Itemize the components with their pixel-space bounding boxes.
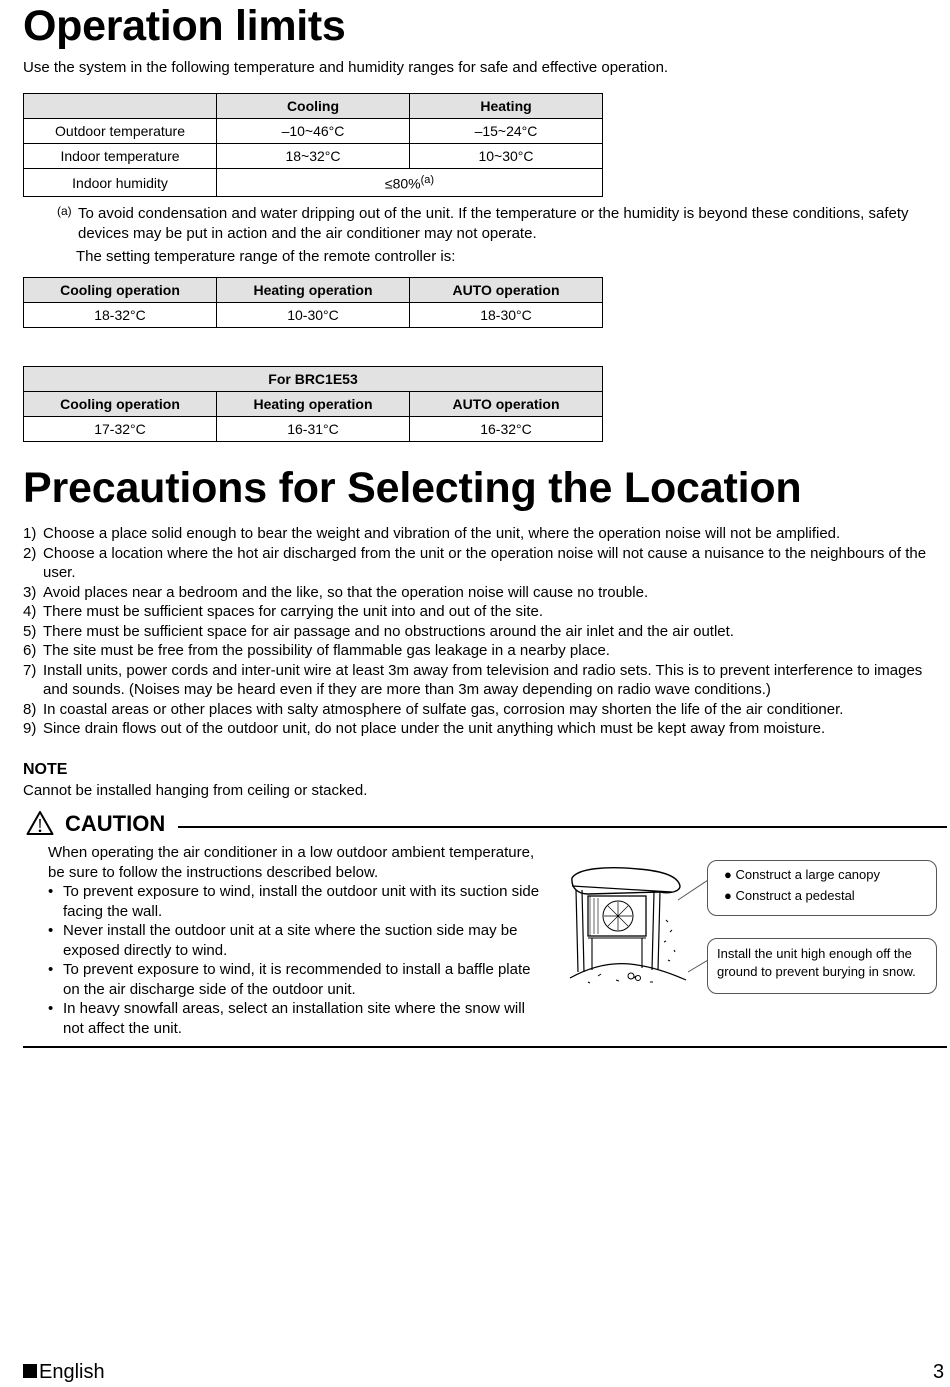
operation-limits-table [23, 93, 603, 197]
list-item [23, 641, 948, 661]
list-item [23, 602, 948, 622]
callout-install-high [707, 938, 937, 994]
header-cooling-operation: Cooling operation [24, 392, 217, 417]
footnote [57, 204, 947, 244]
note-heading: NOTE [23, 761, 68, 778]
callout-canopy-pedestal [707, 860, 937, 916]
caution-list [48, 882, 548, 1038]
cell-auto: 16-32°C [410, 417, 603, 442]
list-item-text: Choose a location where the hot air discharged from the unit or the operation noise will not cause a nuisance to the neighbours of the user. [43, 544, 927, 581]
table-row [24, 119, 603, 144]
header-cooling: Cooling [217, 94, 410, 119]
footer-language [23, 1361, 105, 1384]
cell-heating: –15~24°C [410, 119, 603, 144]
precautions-list [23, 524, 948, 739]
header-heating-operation: Heating operation [217, 392, 410, 417]
header-auto-operation: AUTO operation [410, 278, 603, 303]
list-item-number: 5) [23, 622, 37, 640]
caution-bullet-text: Never install the outdoor unit at a site where the suction side may be exposed directly to wind. [63, 922, 518, 959]
bullet-icon: • [48, 883, 54, 900]
snow-canopy-illustration [568, 860, 708, 990]
table-row [24, 144, 603, 169]
header-heating: Heating [410, 94, 603, 119]
table-row [24, 303, 603, 328]
list-item-number: 6) [23, 642, 37, 659]
intro-text: Use the system in the following temperature and humidity ranges for safe and effective operation. [23, 59, 669, 76]
caution-bullet [48, 882, 548, 921]
remote-range-table [23, 277, 603, 328]
bullet-icon: • [48, 1000, 54, 1017]
list-item-number: 4) [23, 603, 37, 620]
header-heating-operation: Heating operation [217, 278, 410, 303]
bullet-icon: • [48, 961, 54, 978]
humidity-note-mark: (a) [420, 173, 435, 186]
caution-bullet [48, 921, 548, 960]
table-row [24, 417, 603, 442]
cell-auto: 18-30°C [410, 303, 603, 328]
footnote-text: To avoid condensation and water dripping out of the unit. If the temperature or the humidity is beyond these conditions, safety devices may be put in action and the air conditioner may not operate. [78, 205, 909, 242]
row-label: Outdoor temperature [24, 119, 217, 144]
list-item-text: Choose a place solid enough to bear the weight and vibration of the unit, where the operation noise will not be amplified. [43, 525, 841, 542]
cell-cooling: 17-32°C [24, 417, 217, 442]
cell-heating: 16-31°C [217, 417, 410, 442]
list-item-number: 9) [23, 720, 37, 737]
setting-range-text: The setting temperature range of the remote controller is: [76, 248, 456, 265]
callout-line: ground to prevent burying in snow. [717, 964, 916, 979]
list-item [23, 700, 948, 720]
list-item-text: In coastal areas or other places with salty atmosphere of sulfate gas, corrosion may shorten the life of the air conditioner. [43, 700, 844, 718]
cell-cooling: 18-32°C [24, 303, 217, 328]
caution-bullet [48, 960, 548, 999]
table-title-row [24, 367, 603, 392]
table-row-humidity [24, 169, 603, 197]
cell-cooling: 18~32°C [217, 144, 410, 169]
callout-line: Install the unit high enough off the [717, 946, 912, 961]
callout-item: ● Construct a pedestal [724, 888, 855, 903]
note-text: Cannot be installed hanging from ceiling or stacked. [23, 782, 368, 799]
caution-heading: CAUTION [65, 811, 166, 836]
list-item-number: 2) [23, 544, 37, 562]
caution-bullet-text: In heavy snowfall areas, select an installation site where the snow will not affect the unit. [63, 1000, 525, 1037]
section-title-precautions: Precautions for Selecting the Location [23, 464, 802, 512]
list-item [23, 583, 948, 603]
row-label: Indoor temperature [24, 144, 217, 169]
caution-intro: When operating the air conditioner in a low outdoor ambient temperature, be sure to follow the instructions described below. [48, 844, 535, 881]
list-item [23, 524, 948, 544]
list-item-number: 7) [23, 661, 37, 679]
bullet-icon: • [48, 922, 54, 939]
footnote-mark: (a) [57, 204, 72, 218]
caution-bullet-text: To prevent exposure to wind, install the outdoor unit with its suction side facing the wall. [63, 883, 540, 920]
list-item-text: Since drain flows out of the outdoor unit, do not place under the unit anything which must be kept away from moisture. [43, 720, 826, 737]
cell-heating: 10~30°C [410, 144, 603, 169]
list-item-number: 3) [23, 583, 37, 601]
brc-table-title: For BRC1E53 [24, 367, 603, 392]
list-item-text: Install units, power cords and inter-unit wire at least 3m away from television and radio sets. This is to prevent interference to images and sounds. (Noises may be heard even if they are more than 3m away depending on radio wave conditions.) [43, 661, 923, 698]
list-item-text: There must be sufficient space for air passage and no obstructions around the air inlet and the air outlet. [43, 622, 734, 640]
header-auto-operation: AUTO operation [410, 392, 603, 417]
header-cooling-operation: Cooling operation [24, 278, 217, 303]
caution-rule [178, 826, 947, 828]
cell-cooling: –10~46°C [217, 119, 410, 144]
caution-bottom-rule [23, 1046, 947, 1048]
list-item [23, 719, 948, 739]
list-item-text: There must be sufficient spaces for carrying the unit into and out of the site. [43, 603, 543, 620]
list-item-text: The site must be free from the possibility of flammable gas leakage in a nearby place. [43, 642, 610, 659]
list-item [23, 544, 948, 583]
caution-bullet-text: To prevent exposure to wind, it is recommended to install a baffle plate on the air discharge side of the outdoor unit. [63, 961, 531, 998]
brc-range-table [23, 366, 603, 442]
table-header-row [24, 94, 603, 119]
warning-triangle-icon [26, 810, 54, 836]
square-bullet-icon [23, 1364, 37, 1378]
cell-humidity [217, 169, 603, 197]
list-item-number: 1) [23, 525, 37, 542]
page-number: 3 [933, 1361, 945, 1383]
footer-language-label: English [39, 1361, 105, 1383]
list-item-number: 8) [23, 700, 37, 718]
callout-item: ● Construct a large canopy [724, 867, 880, 882]
cell-heating: 10-30°C [217, 303, 410, 328]
table-header-row [24, 392, 603, 417]
list-item [23, 622, 948, 642]
page-title: Operation limits [23, 2, 346, 50]
table-header-row [24, 278, 603, 303]
list-item-text: Avoid places near a bedroom and the like, so that the operation noise will cause no trouble. [43, 583, 649, 601]
caution-body [48, 843, 548, 1038]
caution-bullet [48, 999, 548, 1038]
list-item [23, 661, 948, 700]
humidity-value: ≤80% [384, 175, 421, 192]
table-corner-cell [24, 94, 217, 119]
row-label: Indoor humidity [24, 169, 217, 197]
